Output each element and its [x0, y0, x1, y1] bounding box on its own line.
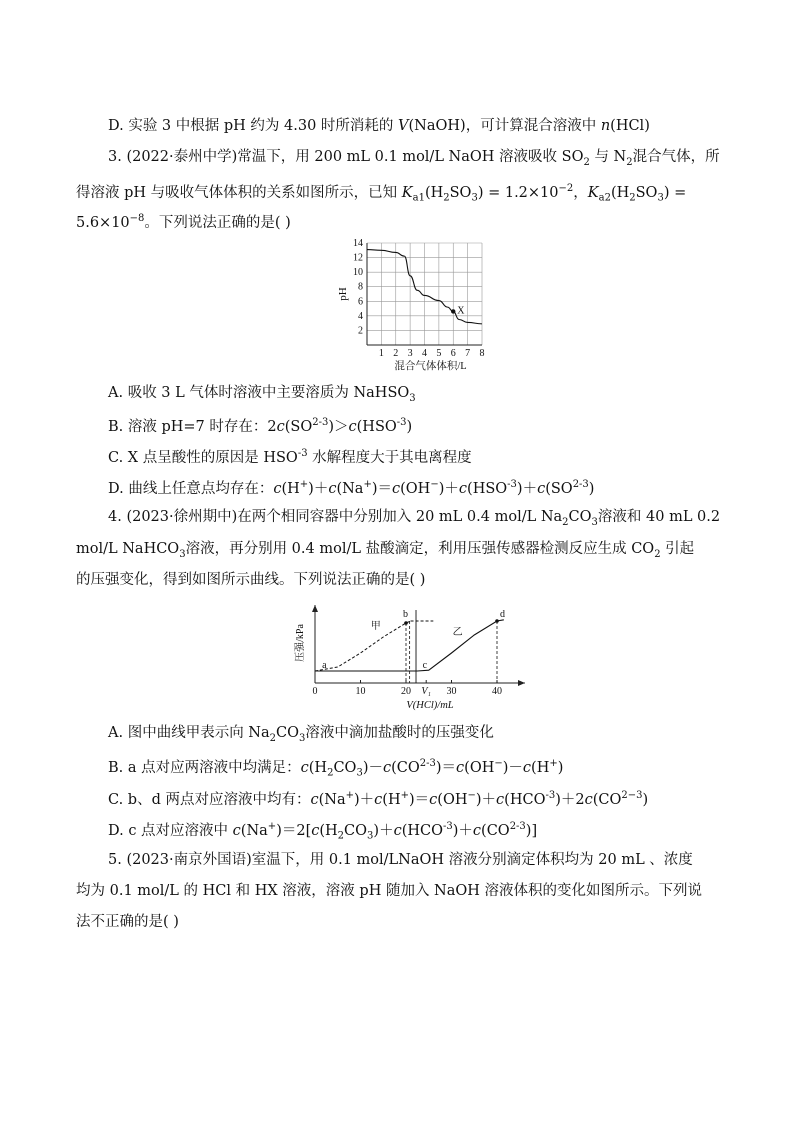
text: 溶液和 40 mL 0.2 [597, 509, 721, 525]
text: )＝ [371, 480, 393, 497]
text: (H [424, 184, 444, 201]
text: 水解程度大于其电离程度 [307, 449, 472, 466]
text: c [393, 822, 402, 839]
y-tick-label: 4 [358, 310, 363, 322]
text: 法不正确的是( ) [76, 914, 179, 930]
text: c [456, 759, 465, 776]
y-tick-label: 6 [358, 296, 363, 308]
text: 2 [583, 156, 590, 168]
text: c [273, 480, 282, 497]
text: 2-3 [572, 479, 589, 490]
x-tick-label: 8 [479, 348, 485, 359]
text: (CO [481, 822, 510, 839]
text: -3 [507, 479, 517, 490]
text: ) = 1.2×10 [477, 184, 559, 201]
text: CO [333, 759, 357, 776]
text: )] [525, 822, 538, 839]
text: (OH [400, 480, 431, 497]
x-axis-label: V(HCl)/mL [406, 700, 454, 711]
text: 3 [409, 392, 416, 404]
q3-option-c [108, 445, 472, 467]
text: )＋ [373, 822, 394, 839]
text: (HCO [401, 822, 443, 839]
text: ) [557, 759, 564, 776]
y-axis-label: 压强/kPa [295, 624, 306, 662]
text: c [537, 480, 546, 497]
x-tick-label: 5 [436, 348, 442, 359]
text: (H [308, 759, 328, 776]
y-tick-label: 14 [353, 238, 363, 249]
text: (H [531, 759, 550, 776]
q4-stem-line3 [76, 571, 425, 589]
text: + [549, 758, 558, 769]
q4-stem-line2 [76, 540, 694, 564]
x-tick-label: 1 [378, 348, 384, 359]
text: 与 N [589, 149, 627, 165]
text: c [311, 822, 320, 839]
q4-stem-line1 [108, 508, 720, 532]
text: 2 [337, 830, 345, 842]
series-yi-line [315, 620, 504, 671]
y-axis-arrow [312, 605, 318, 612]
text: )＝ [408, 791, 430, 808]
text: 2 [327, 767, 334, 779]
text: ) [588, 480, 595, 497]
point-x [451, 309, 455, 313]
x-tick-label: 40 [492, 686, 502, 697]
text: C. b、d 两点对应溶液中均有： [108, 791, 311, 808]
text: 。下列说法正确的是( ) [144, 214, 291, 231]
text: c [348, 418, 357, 435]
text: CO [568, 509, 592, 525]
y-tick-label: 10 [353, 267, 363, 279]
text: c [429, 791, 438, 808]
text: (H [610, 184, 630, 201]
text: (NaOH)，可计算混合溶液中 [408, 118, 601, 134]
text: 2 [562, 516, 569, 528]
text: (SO [284, 418, 313, 435]
x-tick-label: 10 [355, 686, 366, 697]
text: (SO [545, 480, 573, 497]
text: B. a 点对应两溶液中均满足： [108, 759, 301, 776]
ph-series-line [367, 250, 482, 324]
text: 3 [299, 732, 306, 744]
text: 2 [443, 192, 450, 204]
x-tick-label: V₁ [421, 686, 431, 697]
text: 3 [471, 192, 478, 204]
q4-option-a [108, 724, 494, 748]
text: 2 [269, 732, 277, 744]
y-tick-label: 12 [353, 252, 363, 264]
text: + [345, 790, 354, 801]
point-b [404, 621, 408, 625]
text: B. 溶液 pH=7 时存在：2 [108, 418, 277, 435]
text: 3 [356, 767, 363, 779]
text: + [400, 790, 409, 801]
text: (Na [336, 480, 364, 497]
text: 2-3 [419, 758, 436, 769]
text: − [467, 790, 476, 801]
text: (HSO [356, 418, 397, 435]
text: n [600, 118, 611, 134]
text: )－ [362, 759, 383, 776]
q3-stem-line3 [76, 210, 291, 232]
text: K [401, 184, 413, 201]
text: )－ [502, 759, 523, 776]
q5-stem-line2 [76, 882, 702, 900]
text: 得溶液 pH 与吸收气体体积的关系如图所示，已知 [76, 184, 402, 201]
text: (HCO [504, 791, 546, 808]
text: )＋ [452, 822, 473, 839]
text: 2 [626, 156, 633, 168]
text: )＝2[ [276, 822, 312, 839]
text: )＋ [475, 791, 497, 808]
text: c [300, 759, 309, 776]
text: 3 [367, 830, 374, 842]
text: )＝ [435, 759, 457, 776]
point-label-a: a [322, 660, 327, 671]
text: ) = [663, 184, 687, 201]
point-x-label: X [457, 305, 465, 317]
text: 溶液，再分别用 0.4 mol/L 盐酸滴定，利用压强传感器检测反应生成 CO [185, 541, 655, 557]
text: ， [573, 184, 588, 201]
q4-option-b [108, 755, 563, 783]
text: V [398, 118, 409, 134]
q2-option-d [108, 117, 650, 135]
text: -3 [443, 821, 453, 832]
text: A. 吸收 3 L 气体时溶液中主要溶质为 NaHSO [108, 385, 410, 401]
series-jia-line [315, 621, 411, 671]
text: c [496, 791, 505, 808]
text: SO [449, 184, 472, 201]
q3-option-d [108, 476, 594, 498]
x-tick-label: 20 [401, 686, 411, 697]
text: c [392, 480, 401, 497]
text: −2 [558, 183, 574, 194]
text: D. 实验 3 中根据 pH 约为 4.30 时所消耗的 [108, 118, 399, 134]
text: 2 [654, 548, 661, 560]
text: 3 [657, 192, 664, 204]
text: 2-3 [312, 417, 329, 428]
text: (Na [318, 791, 346, 808]
text: + [267, 821, 277, 832]
text: SO [635, 184, 658, 201]
text: 溶液中滴加盐酸时的压强变化 [305, 725, 494, 741]
text: D. c 点对应溶液中 [108, 822, 233, 839]
point-d [495, 619, 499, 623]
text: (Na [240, 822, 268, 839]
x-tick-label: 0 [312, 686, 318, 697]
q5-stem-line3 [76, 913, 179, 931]
text: )＋ [516, 480, 538, 497]
q3-stem-line1 [108, 148, 720, 172]
text: CO [344, 822, 368, 839]
x-tick-label: 7 [465, 348, 471, 359]
text: (H [382, 791, 401, 808]
text: (CO [391, 759, 420, 776]
text: mol/L NaHCO [76, 541, 180, 557]
text: (H [281, 480, 300, 497]
x-tick-label: 6 [450, 348, 456, 359]
text: c [232, 822, 241, 839]
q3-option-a [108, 384, 416, 408]
text: a2 [598, 192, 611, 204]
x-tick-label: 4 [422, 348, 427, 359]
text: 2-3 [509, 821, 526, 832]
point-label-甲: 甲 [370, 621, 381, 632]
text: 5. (2023·南京外国语)室温下，用 0.1 mol/LNaOH 溶液分别滴定体积均为 20 mL 、浓度 [108, 852, 693, 868]
x-tick-label: 3 [407, 348, 413, 359]
text: D. 曲线上任意点均存在： [108, 480, 274, 497]
text: 5.6×10 [76, 214, 130, 231]
q3-stem-line2 [76, 180, 686, 208]
text: (HCl) [610, 118, 650, 134]
text: 混合气体，所 [632, 149, 720, 165]
point-label-乙: 乙 [452, 627, 463, 638]
y-axis-label: pH [337, 287, 349, 301]
x-tick-label: 30 [446, 686, 457, 697]
text: c [472, 822, 482, 839]
text: c [458, 480, 468, 497]
text: c [328, 480, 337, 497]
q4-option-d [108, 818, 537, 846]
text: (H [319, 822, 338, 839]
text: -3 [396, 417, 407, 428]
text: ) [642, 791, 649, 808]
text: )＋ [438, 480, 459, 497]
text: 引起 [660, 541, 695, 557]
text: 均为 0.1 mol/L 的 HCl 和 HX 溶液，溶液 pH 随加入 NaOH 溶液体积的变化如图所示。下列说 [76, 883, 703, 899]
text: (OH [437, 791, 468, 808]
text: )＋ [353, 791, 375, 808]
text: -3 [545, 790, 556, 801]
q5-stem-line1 [108, 851, 693, 869]
x-axis-label: 混合气体体积/L [394, 361, 467, 372]
text: (HSO [467, 480, 508, 497]
point-label-c: c [422, 660, 428, 671]
text: 4. (2023·徐州期中)在两个相同容器中分别加入 20 mL 0.4 mol/L Na [108, 509, 563, 525]
point-label-b: b [403, 609, 408, 620]
text: -3 [297, 448, 308, 459]
q3-option-b [108, 414, 412, 436]
text: −8 [129, 213, 145, 224]
text: c [276, 418, 285, 435]
x-tick-label: 2 [393, 348, 399, 359]
text: 3 [179, 548, 186, 560]
text: c [374, 791, 383, 808]
text: 3 [591, 516, 598, 528]
text: 2 [629, 192, 636, 204]
text: A. 图中曲线甲表示向 Na [108, 725, 270, 741]
text: )＋2 [555, 791, 585, 808]
text: 3. (2022·泰州中学)常温下，用 200 mL 0.1 mol/L NaOH 溶液吸收 SO [108, 149, 584, 165]
text: )＋ [308, 480, 329, 497]
text: c [522, 759, 532, 776]
text: (CO [592, 791, 622, 808]
x-axis-arrow [518, 680, 525, 686]
text: c [310, 791, 319, 808]
y-tick-label: 8 [358, 281, 363, 293]
text: + [299, 479, 309, 490]
text: − [430, 479, 439, 490]
text: a1 [412, 192, 425, 204]
text: )＞ [328, 418, 349, 435]
text: + [363, 479, 372, 490]
text: CO [276, 725, 299, 741]
text: c [584, 791, 593, 808]
text: K [587, 184, 599, 201]
point-label-d: d [500, 609, 505, 620]
text: c [382, 759, 392, 776]
q4-option-c [108, 787, 648, 809]
y-tick-label: 2 [358, 325, 363, 337]
text: 2−3 [621, 790, 643, 801]
text: C. X 点呈酸性的原因是 HSO [108, 449, 298, 466]
text: 的压强变化，得到如图所示曲线。下列说法正确的是( ) [76, 572, 426, 588]
text: ) [406, 418, 413, 435]
text: (OH [464, 759, 495, 776]
text: − [494, 758, 503, 769]
